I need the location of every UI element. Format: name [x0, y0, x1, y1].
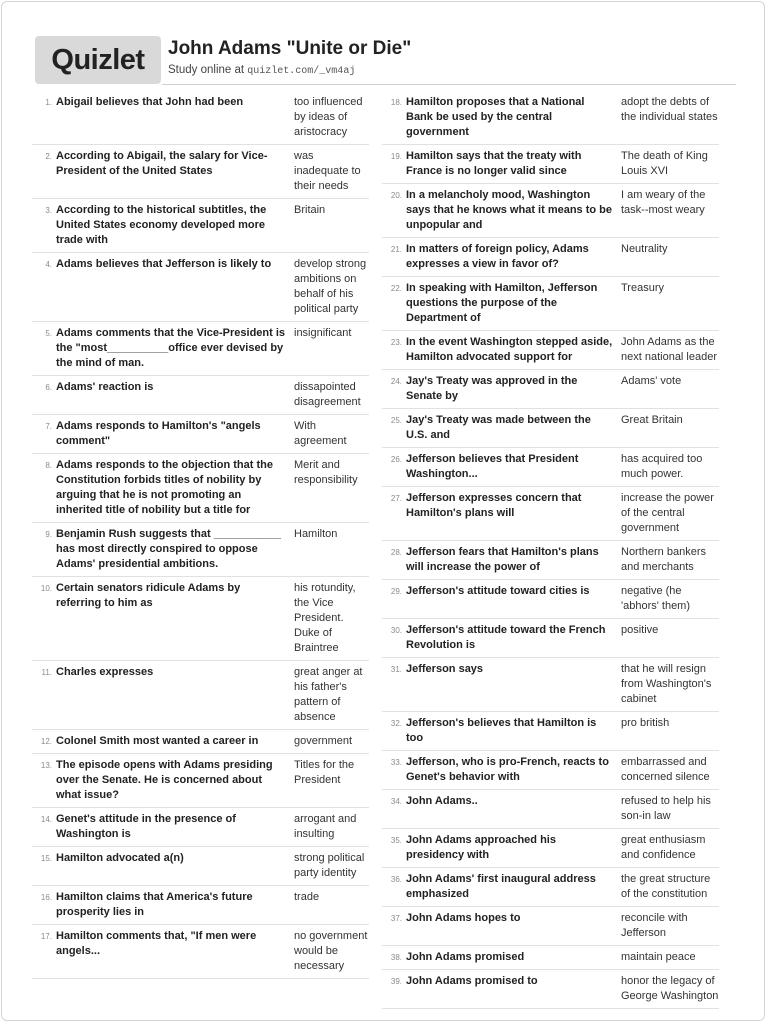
term-text: In the event Washington stepped aside, Hamilton advocated support for — [406, 336, 613, 363]
term-number: 32. — [390, 719, 402, 728]
definition-text: Neutrality — [621, 243, 668, 255]
term-text: Hamilton advocated a(n) — [56, 852, 184, 864]
term-row — [382, 541, 719, 580]
definition-text: increase the power of the central government — [621, 492, 714, 534]
definition-text: negative (he 'abhors' them) — [621, 585, 691, 612]
definition-text: Northern bankers and merchants — [621, 546, 706, 573]
definition-text: Hamilton — [294, 528, 338, 540]
definition-text: reconcile with Jefferson — [621, 912, 688, 939]
definition-text: that he will resign from Washington's cabinet — [621, 663, 712, 705]
term-row — [382, 970, 719, 1009]
definition-text: too influenced by ideas of aristocracy — [294, 96, 363, 138]
term-number: 27. — [390, 494, 402, 503]
definition-text: positive — [621, 624, 659, 636]
term-row — [32, 253, 369, 322]
term-row — [382, 91, 719, 145]
definition-text: dissapointed disagreement — [294, 381, 361, 408]
term-row — [382, 448, 719, 487]
term-text: Hamilton proposes that a National Bank be used by the central government — [406, 96, 585, 138]
definition-text: great anger at his father's pattern of absence — [294, 666, 363, 723]
term-row — [32, 886, 369, 925]
definition-text: refused to help his son-in law — [621, 795, 711, 822]
definition-text: his rotundity, the Vice President. Duke of Braintree — [294, 582, 356, 654]
definition-text: adopt the debts of the individual states — [621, 96, 718, 123]
term-row — [382, 907, 719, 946]
term-row — [382, 277, 719, 331]
term-number: 35. — [390, 836, 402, 845]
term-number: 13. — [40, 761, 52, 770]
term-row — [32, 808, 369, 847]
term-text: John Adams.. — [406, 795, 478, 807]
term-row — [382, 658, 719, 712]
term-text: Adams comments that the Vice-President is the "most__________office ever devised by the mind of man. — [56, 327, 286, 369]
term-text: According to the historical subtitles, the United States economy developed more trade with — [56, 204, 267, 246]
term-row — [382, 409, 719, 448]
term-row — [32, 730, 369, 754]
term-number: 34. — [390, 797, 402, 806]
term-number: 39. — [390, 977, 402, 986]
term-text: Abigail believes that John had been — [56, 96, 244, 108]
definition-text: was inadequate to their needs — [294, 150, 361, 192]
term-number: 15. — [40, 854, 52, 863]
term-number: 26. — [390, 455, 402, 464]
term-row — [382, 868, 719, 907]
term-row — [32, 523, 369, 577]
term-row — [32, 199, 369, 253]
definition-text: develop strong ambitions on behalf of his political party — [294, 258, 367, 315]
definition-text: has acquired too much power. — [621, 453, 703, 480]
definition-text: strong political party identity — [294, 852, 365, 879]
term-text: John Adams promised — [406, 951, 525, 963]
term-row — [32, 661, 369, 730]
term-row — [32, 145, 369, 199]
term-text: Colonel Smith most wanted a career in — [56, 735, 259, 747]
term-number: 31. — [390, 665, 402, 674]
term-row — [382, 331, 719, 370]
flashcard-sheet — [1, 1, 765, 1021]
term-number: 33. — [390, 758, 402, 767]
term-text: Jefferson believes that President Washington... — [406, 453, 579, 480]
term-text: Certain senators ridicule Adams by referring to him as — [56, 582, 241, 609]
term-row — [32, 376, 369, 415]
definition-text: The death of King Louis XVI — [621, 150, 708, 177]
term-number: 3. — [45, 206, 52, 215]
term-text: In speaking with Hamilton, Jefferson questions the purpose of the Department of — [406, 282, 598, 324]
term-row — [32, 322, 369, 376]
term-row — [382, 790, 719, 829]
term-number: 19. — [390, 152, 402, 161]
term-row — [382, 712, 719, 751]
term-text: Hamilton claims that America's future prosperity lies in — [56, 891, 253, 918]
term-text: John Adams hopes to — [406, 912, 521, 924]
term-row — [32, 91, 369, 145]
term-number: 17. — [40, 932, 52, 941]
term-text: Jefferson's believes that Hamilton is too — [406, 717, 597, 744]
term-text: Benjamin Rush suggests that ___________ has most directly conspired to oppose Adams' presidential ambitions. — [56, 528, 281, 570]
term-number: 7. — [45, 422, 52, 431]
term-text: Hamilton comments that, "If men were angels... — [56, 930, 257, 957]
term-text: In matters of foreign policy, Adams expresses a view in favor of? — [406, 243, 589, 270]
term-number: 28. — [390, 548, 402, 557]
term-text: Jefferson says — [406, 663, 484, 675]
definition-text: embarrassed and concerned silence — [621, 756, 710, 783]
term-row — [32, 415, 369, 454]
term-number: 8. — [45, 461, 52, 470]
term-row — [382, 370, 719, 409]
term-text: Jay's Treaty was made between the U.S. and — [406, 414, 591, 441]
term-text: In a melancholy mood, Washington says that he knows what it means to be unpopular and — [406, 189, 612, 231]
term-number: 16. — [40, 893, 52, 902]
term-text: According to Abigail, the salary for Vice-President of the United States — [56, 150, 268, 177]
term-text: John Adams' first inaugural address emphasized — [406, 873, 596, 900]
page-title: John Adams "Unite or Die" — [168, 38, 412, 59]
term-row — [382, 145, 719, 184]
term-number: 29. — [390, 587, 402, 596]
term-text: Adams' reaction is — [56, 381, 154, 393]
term-text: Jefferson, who is pro-French, reacts to Genet's behavior with — [406, 756, 609, 783]
study-url-link[interactable]: quizlet.com/_vm4aj — [247, 66, 356, 77]
definition-text: government — [294, 735, 353, 747]
term-number: 5. — [45, 329, 52, 338]
term-row — [382, 487, 719, 541]
definition-text: Merit and responsibility — [294, 459, 358, 486]
definition-text: the great structure of the constitution — [621, 873, 711, 900]
definition-text: insignificant — [294, 327, 352, 339]
definition-text: trade — [294, 891, 320, 903]
term-row — [382, 580, 719, 619]
terms-column-right — [382, 91, 719, 1009]
term-text: Jefferson's attitude toward cities is — [406, 585, 590, 597]
term-text: Adams believes that Jefferson is likely to — [56, 258, 272, 270]
term-text: Hamilton says that the treaty with France is no longer valid since — [406, 150, 582, 177]
term-text: John Adams promised to — [406, 975, 538, 987]
term-row — [382, 751, 719, 790]
definition-text: John Adams as the next national leader — [621, 336, 718, 363]
quizlet-logo[interactable]: Quizlet — [35, 36, 161, 84]
term-number: 38. — [390, 953, 402, 962]
term-number: 30. — [390, 626, 402, 635]
definition-text: Great Britain — [621, 414, 683, 426]
definition-text: Britain — [294, 204, 326, 216]
term-text: Jefferson expresses concern that Hamilton's plans will — [406, 492, 582, 519]
study-online-label: Study online at — [168, 64, 245, 76]
term-number: 6. — [45, 383, 52, 392]
term-row — [32, 925, 369, 979]
definition-text: Adams' vote — [621, 375, 682, 387]
term-number: 12. — [40, 737, 52, 746]
term-text: Genet's attitude in the presence of Washington is — [56, 813, 236, 840]
term-number: 2. — [45, 152, 52, 161]
term-row — [32, 454, 369, 523]
term-number: 25. — [390, 416, 402, 425]
definition-text: arrogant and insulting — [294, 813, 357, 840]
definition-text: honor the legacy of George Washington — [621, 975, 719, 1002]
term-number: 11. — [41, 668, 52, 677]
term-text: Charles expresses — [56, 666, 154, 678]
term-text: Jefferson's attitude toward the French Revolution is — [406, 624, 606, 651]
term-row — [382, 184, 719, 238]
term-row — [382, 946, 719, 970]
study-online-line — [168, 64, 355, 77]
term-number: 9. — [45, 530, 52, 539]
terms-column-left — [32, 91, 369, 979]
term-number: 10. — [40, 584, 52, 593]
definition-text: pro british — [621, 717, 670, 729]
term-row — [382, 238, 719, 277]
term-number: 1. — [45, 98, 52, 107]
term-text: Adams responds to the objection that the Constitution forbids titles of nobility by arguing that he is not promoting an inherited title of nobility but a title for — [56, 459, 273, 516]
term-number: 20. — [390, 191, 402, 200]
term-row — [32, 577, 369, 661]
term-text: Jefferson fears that Hamilton's plans will increase the power of — [406, 546, 599, 573]
definition-text: great enthusiasm and confidence — [621, 834, 706, 861]
term-number: 18. — [390, 98, 402, 107]
term-row — [382, 829, 719, 868]
header-divider — [162, 84, 736, 85]
definition-text: maintain peace — [621, 951, 696, 963]
term-number: 21. — [390, 245, 402, 254]
definition-text: With agreement — [294, 420, 347, 447]
term-number: 36. — [390, 875, 402, 884]
term-text: John Adams approached his presidency with — [406, 834, 556, 861]
term-row — [32, 847, 369, 886]
definition-text: no government would be necessary — [294, 930, 368, 972]
term-row — [382, 619, 719, 658]
term-number: 23. — [390, 338, 402, 347]
term-text: The episode opens with Adams presiding over the Senate. He is concerned about what issue? — [56, 759, 273, 801]
term-number: 14. — [40, 815, 52, 824]
term-text: Jay's Treaty was approved in the Senate by — [406, 375, 578, 402]
term-text: Adams responds to Hamilton's "angels comment" — [56, 420, 261, 447]
term-number: 24. — [390, 377, 402, 386]
term-number: 4. — [45, 260, 52, 269]
definition-text: Treasury — [621, 282, 664, 294]
term-number: 37. — [390, 914, 402, 923]
definition-text: Titles for the President — [294, 759, 355, 786]
term-number: 22. — [390, 284, 402, 293]
term-row — [32, 754, 369, 808]
definition-text: I am weary of the task--most weary — [621, 189, 706, 216]
